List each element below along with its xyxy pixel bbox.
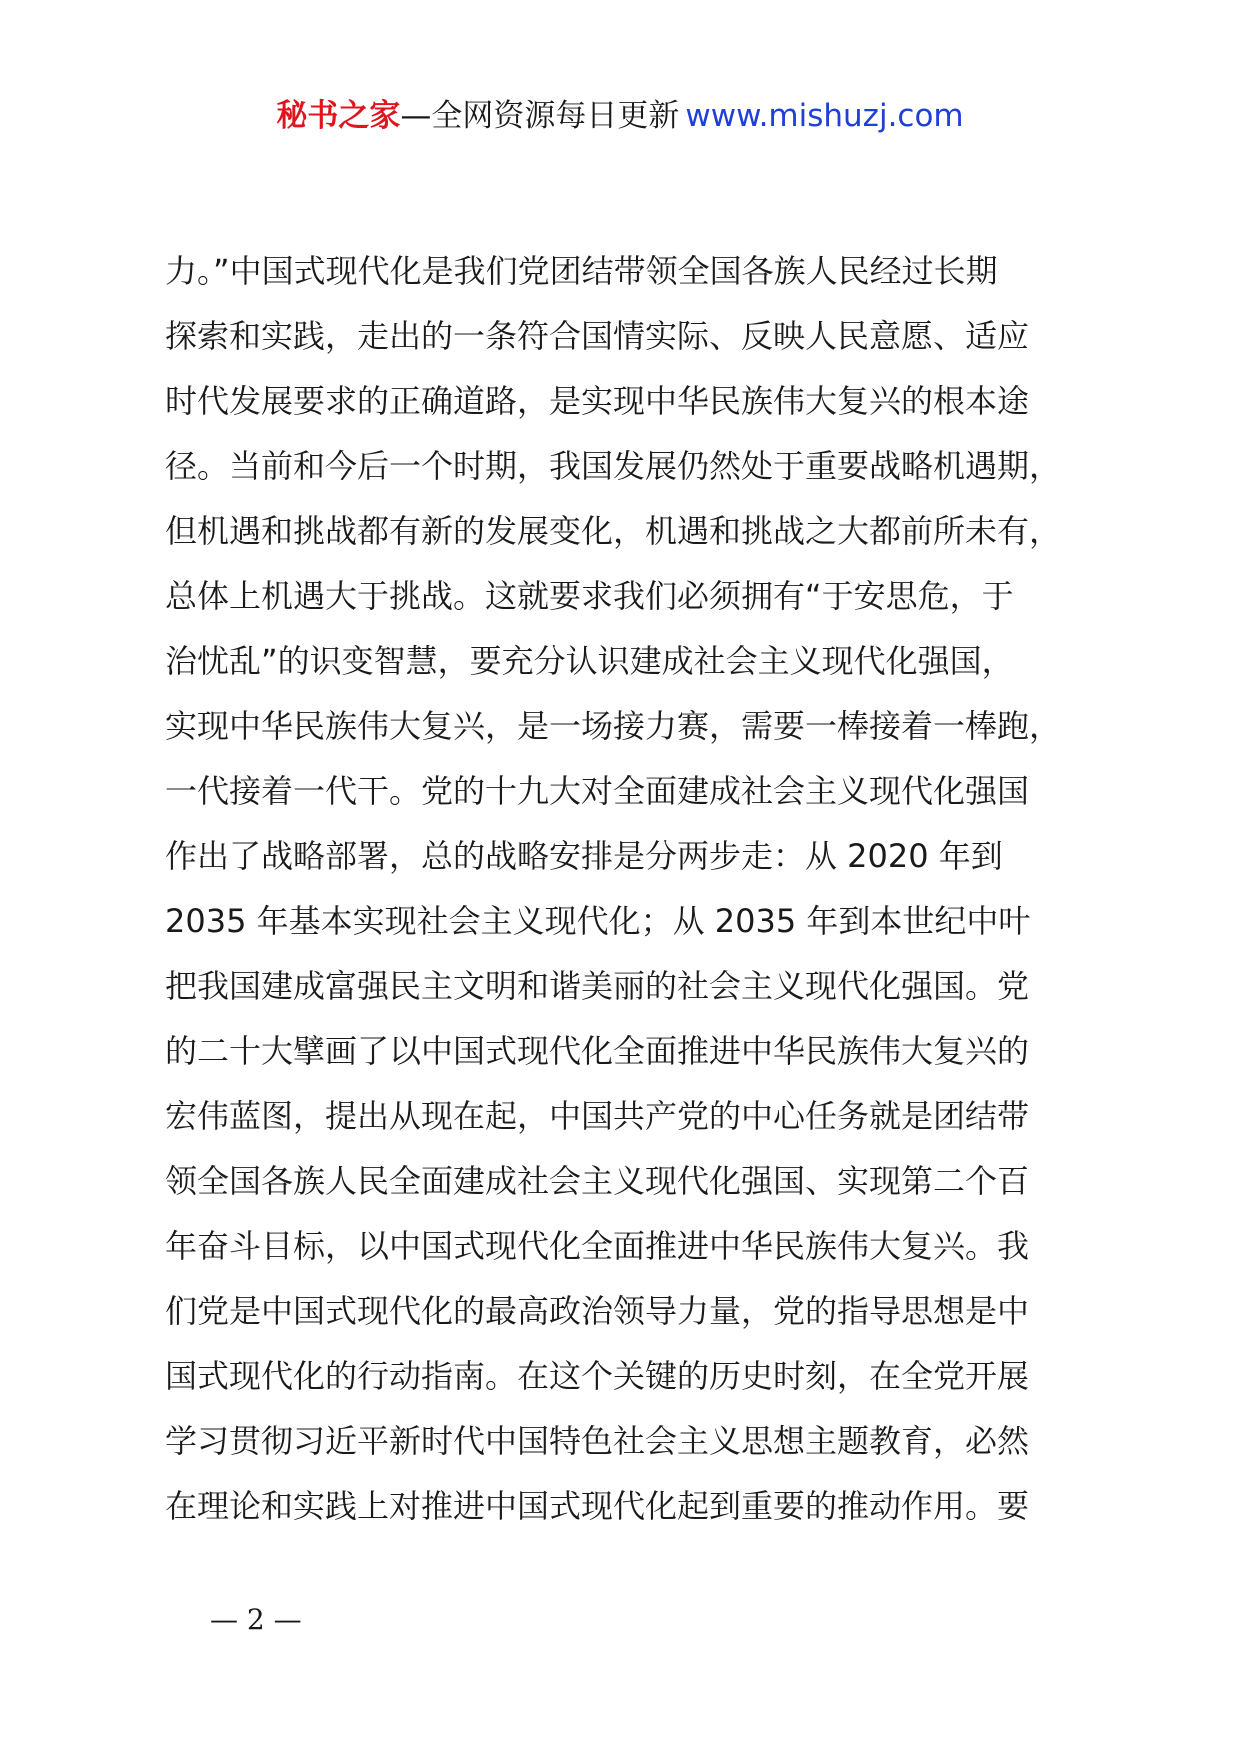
text-line-13: 的二十大擘画了以中国式现代化全面推进中华民族伟大复兴的 — [165, 1032, 1030, 1070]
text-line-3: 时代发展要求的正确道路，是实现中华民族伟大复兴的根本途 — [165, 382, 1030, 420]
brand-name: 秘书之家 — [276, 98, 401, 134]
page-header — [0, 96, 1240, 136]
text-line-10: 作出了战略部署，总的战略安排是分两步走：从 2020 年到 — [165, 837, 1003, 875]
page-number: — 2 — — [210, 1603, 302, 1636]
text-line-9: 一代接着一代干。党的十九大对全面建成社会主义现代化强国 — [165, 772, 1030, 810]
text-line-7: 治忧乱”的识变智慧，要充分认识建成社会主义现代化强国， — [165, 642, 1014, 680]
text-line-5: 但机遇和挑战都有新的发展变化，机遇和挑战之大都前所未有， — [165, 512, 1062, 550]
text-line-8: 实现中华民族伟大复兴，是一场接力赛，需要一棒接着一棒跑， — [165, 707, 1062, 745]
text-line-17: 们党是中国式现代化的最高政治领导力量，党的指导思想是中 — [165, 1292, 1030, 1330]
text-line-1: 力。”中国式现代化是我们党团结带领全国各族人民经过长期 — [165, 252, 998, 290]
text-line-19: 学习贯彻习近平新时代中国特色社会主义思想主题教育，必然 — [165, 1422, 1030, 1460]
text-line-11: 2035 年基本实现社会主义现代化；从 2035 年到本世纪中叶 — [165, 902, 1031, 940]
site-url-link[interactable]: www.mishuzj.com — [685, 98, 964, 134]
text-line-15: 领全国各族人民全面建成社会主义现代化强国、实现第二个百 — [165, 1162, 1030, 1200]
text-line-2: 探索和实践，走出的一条符合国情实际、反映人民意愿、适应 — [165, 317, 1030, 355]
text-line-6: 总体上机遇大于挑战。这就要求我们必须拥有“于安思危，于 — [165, 577, 1014, 615]
text-line-18: 国式现代化的行动指南。在这个关键的历史时刻，在全党开展 — [165, 1357, 1030, 1395]
header-slogan: —全网资源每日更新 — [400, 98, 680, 134]
text-line-20: 在理论和实践上对推进中国式现代化起到重要的推动作用。要 — [165, 1487, 1030, 1525]
text-line-14: 宏伟蓝图，提出从现在起，中国共产党的中心任务就是团结带 — [165, 1097, 1030, 1135]
text-line-4: 径。当前和今后一个时期，我国发展仍然处于重要战略机遇期， — [165, 447, 1062, 485]
text-line-12: 把我国建成富强民主文明和谐美丽的社会主义现代化强国。党 — [165, 967, 1030, 1005]
body-text — [165, 239, 1110, 1539]
text-line-16: 年奋斗目标，以中国式现代化全面推进中华民族伟大复兴。我 — [165, 1227, 1030, 1265]
